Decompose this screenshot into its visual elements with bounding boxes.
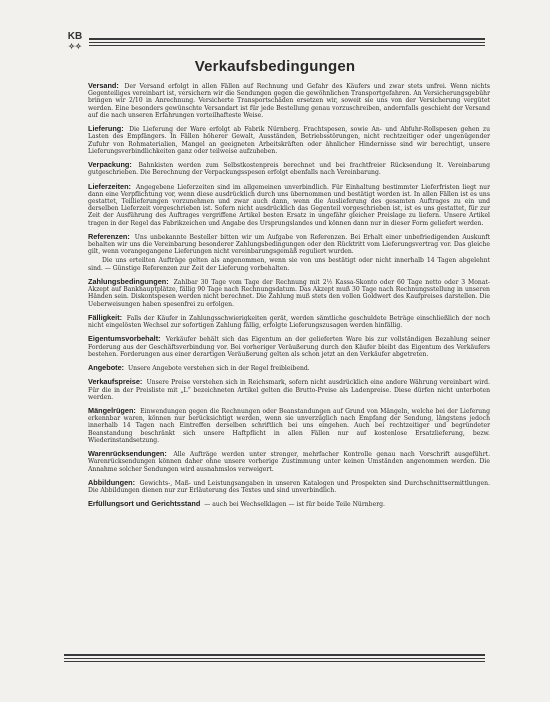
top-rule [89, 38, 485, 46]
section-label: Eigentumsvorbehalt: [88, 334, 161, 344]
section-label: Abbildungen: [88, 477, 136, 487]
section-text: Einwendungen gegen die Rechnungen oder Beanstandungen auf Grund von Mängeln, welche bei der Lieferung erkennbar waren, können nur berücksichtigt werden, wenn sie unverzüglich nach Empfang der Sendung, längstens jedoch innerhalb 14 Tagen nach Eintreffen derselben schriftlich bei uns eingehen. Auch bei rechtzeitiger und begründeter Beanstandung beschränkt sich unsere Haftpflicht in allen Fällen nur auf kostenlose Ersatzlieferung, bezw. Wiederinstandsetzung. [88, 408, 491, 444]
section-lieferzeiten [88, 183, 490, 227]
section-label: Verkaufspreise: [88, 377, 143, 387]
section-text: Der Versand erfolgt in allen Fällen auf Rechnung und Gefahr des Käufers und zwar stets unfrei. Wenn nichts Gegenteiliges vereinbart ist, versichern wir die Sendungen gegen die gewöhnlichen Transportgefahren. An Versicherungsgebühr bringen wir 2/10 in Anrechnung. Versicherte Transportschäden ersetzen wir, soweit sie uns von der Versicherung vergütet werden. Eine besonders gewünschte Versandart ist für jede Bestellung genau vorzuschreiben, andernfalls geschieht der Versand auf die nach unseren Erfahrungen vorteilhafteste Weise. [88, 83, 491, 119]
page-title: Verkaufsbedingungen [194, 58, 356, 75]
section-angebote [88, 364, 490, 372]
section-abbildungen [88, 479, 490, 494]
section-verkaufspreise [88, 378, 490, 401]
logo-text: KB [67, 31, 83, 42]
section-maengelruegen [88, 407, 490, 444]
section-text: Falls der Käufer in Zahlungsschwierigkeiten gerät, werden sämtliche geschuldete Beträge einschließlich der noch nicht eingelösten Wechsel zur sofortigen Zahlung fällig, erfolgte Lieferungszusagen werden hinfällig. [88, 314, 490, 330]
section-zahlungsbedingungen [88, 278, 490, 308]
section-text: Die Lieferung der Ware erfolgt ab Fabrik Nürnberg. Frachtspesen, sowie An- und Abfuhr-Rollspesen gehen zu Lasten des Empfängers. In Fällen höherer Gewalt, Ausständen, Betriebsstörungen, nicht rechtzeitiger oder ungenügender Zufuhr von Rohmaterialien, Mangel an geeigneten Arbeitskräften oder ähnlicher Hindernisse sind wir berechtigt, unsere Lieferungsverbindlichkeiten ganz oder teilweise aufzuheben. [88, 126, 491, 155]
section-label: Lieferung: [88, 124, 124, 134]
section-subtext: Die uns erteilten Aufträge gelten als angenommen, wenn sie von uns bestätigt oder nicht innerhalb 14 Tagen abgelehnt sind. — Günstige Referenzen zur Zeit der Lieferung vorbehalten. [88, 257, 490, 272]
section-label: Versand: [88, 81, 119, 90]
section-label: Fälligkeit: [88, 312, 123, 322]
section-label: Angebote: [88, 363, 125, 373]
section-text: Angegebene Lieferzeiten sind im allgemeinen unverbindlich. Für Einhaltung bestimmter Lieferfristen liegt nur dann eine Verpflichtung vor, wenn diese ausdrücklich durch uns übernommen und bestätigt worden ist. In allen Fällen ist es uns gestattet, Teillieferungen vorzunehmen und zwar auch dann, wenn die Auslieferung des gesamten Auftrages zu ein und derselben Lieferzeit vorgeschrieben ist. Sofern nicht ausdrücklich das Gegenteil vorgeschrieben ist, ist es uns gestattet, für zur Zeit der Ausführung des Auftrages vergriffene Artikel besten Ersatz in ungefähr gleicher Preislage zu liefern. Unsere Artikel tragen in der Regel das Fabrikzeichen und Angabe des Ursprungslandes und können dann nur in dieser Form geliefert werden. [88, 183, 491, 227]
section-label: Mängelrügen: [88, 406, 136, 416]
section-label: Warenrücksendungen: [88, 449, 167, 459]
section-verpackung [88, 161, 490, 176]
section-label: Zahlungsbedingungen: [88, 276, 169, 286]
section-faelligkeit [88, 314, 490, 329]
section-text: Verkäufer behält sich das Eigentum an der gelieferten Ware bis zur vollständigen Bezahlung seiner Forderung aus der Geschäftsverbindung vor. Bei vorheriger Veräußerung durch den Käufer bleibt das Eigentum des Verkäufers bestehen. Forderungen aus einer derartigen Veräußerung gelten als schon jetzt an den Verkäufer abgetreten. [88, 336, 491, 358]
section-referenzen [88, 233, 490, 272]
section-text: Unsere Angebote verstehen sich in der Regel freibleibend. [128, 365, 310, 373]
section-label: Verpackung: [88, 160, 132, 170]
section-text: Zahlbar 30 Tage vom Tage der Rechnung mit 2½ Kassa-Skonto oder 60 Tage netto oder 3 Monat-Akzept auf Bankhauptplätze, fällig 90 Tage nach Rechnungsdatum. Das Akzept muß 30 Tage nach Rechnungsstellung in unseren Händen sein. Diskontspesen werden nicht berechnet. Die Zahlung muß stets den vollen Goldwert des Kaufpreises darstellen. Die Ueberweisungen haben spesenfrei zu erfolgen. [88, 278, 490, 308]
section-erfuellungsort [88, 500, 490, 508]
terms-list [88, 82, 490, 513]
section-label: Referenzen: [88, 231, 130, 241]
section-text: Uns unbekannte Besteller bitten wir um Aufgabe von Referenzen. Bei Erhalt einer unbefriedigenden Auskunft behalten wir uns die Vereinbarung besonderer Zahlungsbedingungen oder den Rücktritt vom Lieferungsvertrag vor. Das gleiche gilt, wenn vorangegangene Lieferungen nicht vereinbarungsgemäß reguliert wurden. [88, 233, 491, 256]
section-versand [88, 82, 490, 119]
section-text: Bahnkisten werden zum Selbstkostenpreis berechnet und bei frachtfreier Rücksendung lt. Vereinbarung gutgeschrieben. Die Berechnung der Verpackungsspesen erfolgt ebenfalls nach Vereinbarung. [88, 162, 490, 177]
section-eigentumsvorbehalt [88, 335, 490, 358]
section-label: Lieferzeiten: [88, 181, 131, 191]
section-warenruecksendungen [88, 450, 490, 473]
bottom-rule [64, 654, 485, 662]
logo-mark-icon: ✧✧ [68, 42, 82, 51]
section-text: Unsere Preise verstehen sich in Reichsmark, sofern nicht ausdrücklich eine andere Währung vereinbart wird. Für die in der Preisliste mit „L“ bezeichneten Artikel gelten die Brutto-Preise als Ladenpreise. Diese dürfen nicht unterboten werden. [88, 379, 490, 401]
section-lieferung [88, 125, 490, 155]
company-logo [66, 32, 84, 58]
section-label: Erfüllungsort und Gerichtsstand [88, 499, 201, 509]
section-text: Gewichts-, Maß- und Leistungsangaben in unseren Katalogen und Prospekten sind Durchschnittsermittlungen. Die Abbildungen dienen nur zur Erläuterung des Textes und sind unverbindlich. [88, 479, 490, 495]
section-text: — auch bei Wechselklagen — ist für beide Teile Nürnberg. [204, 501, 385, 509]
section-text: Alle Aufträge werden unter strenger, mehrfacher Kontrolle genau nach Vorschrift ausgeführt. Warenrücksendungen können daher ohne unsere vorherige Zustimmung unter keinen Umständen angenommen werden. Die Annahme solcher Sendungen wird ausnahmslos verweigert. [88, 451, 491, 473]
